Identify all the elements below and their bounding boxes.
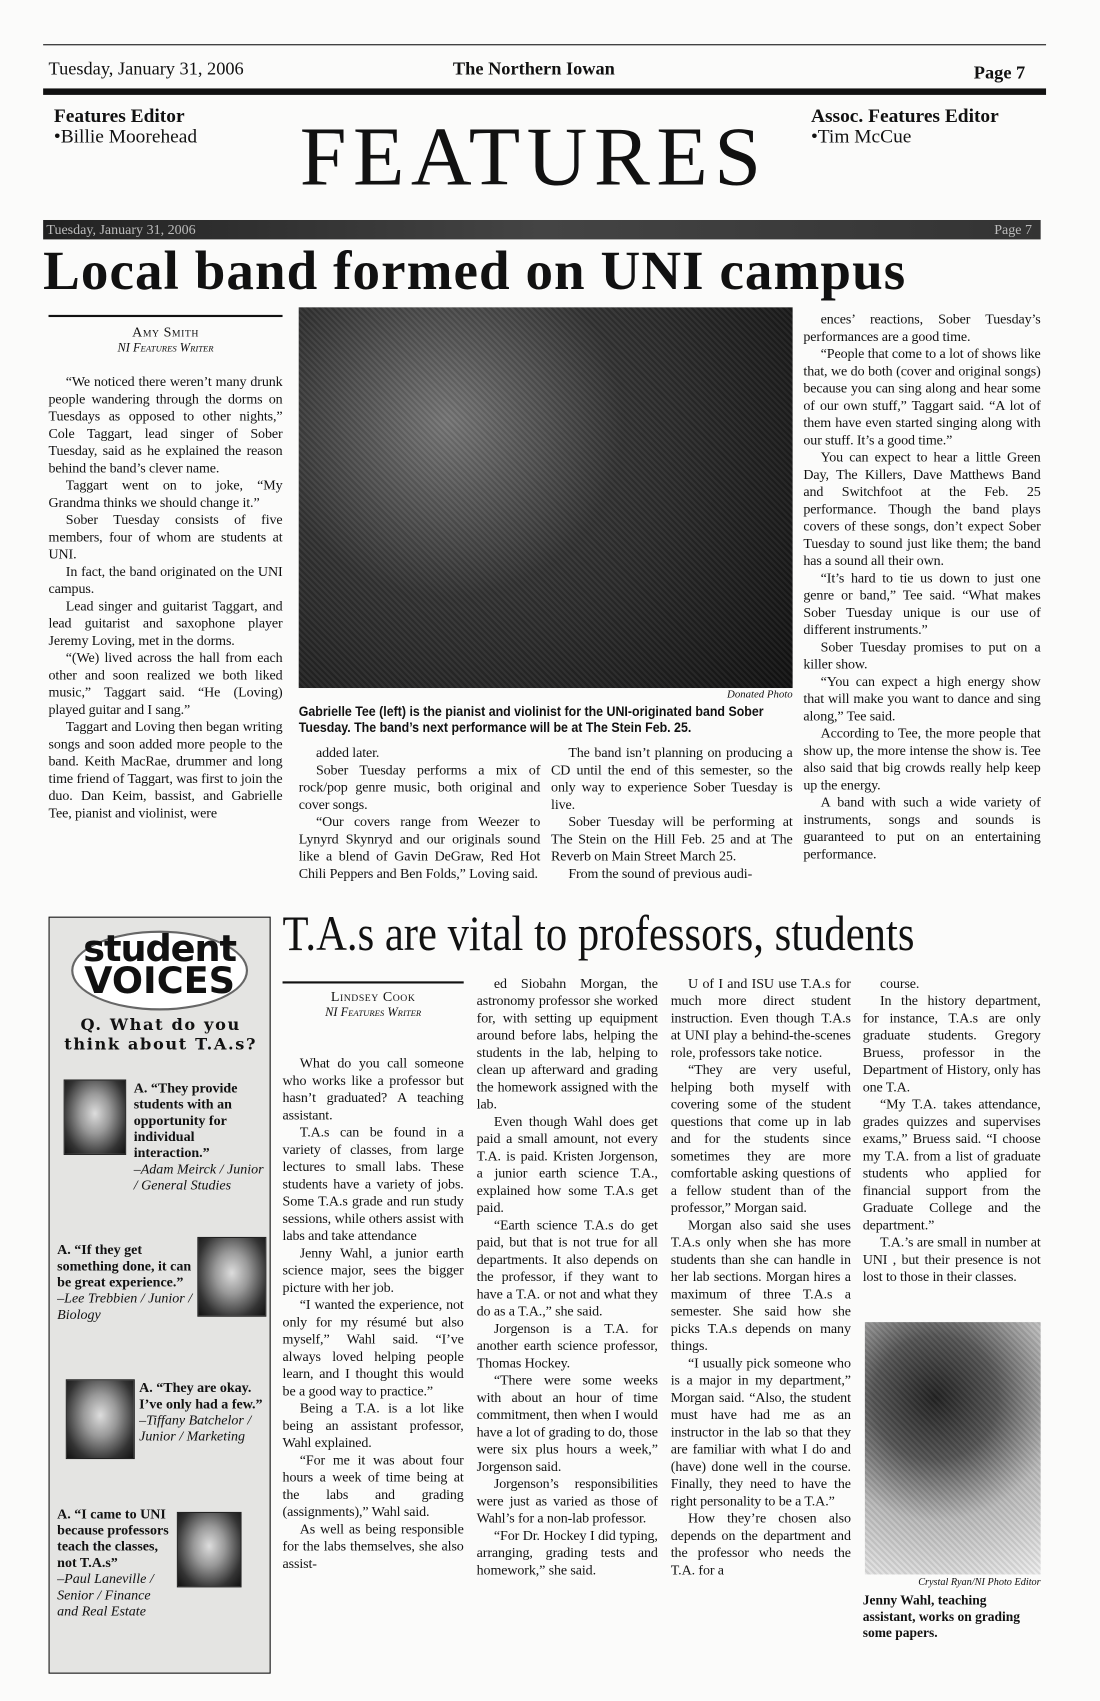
paragraph: According to Tee, the more people that show up, the more intense the show is. Tee also said that big crowds really help keep up the energy. — [803, 724, 1041, 793]
avatar-paul-laneville — [177, 1512, 242, 1587]
article2-col3 — [671, 975, 851, 1579]
paragraph: “They are very useful, helping both myself with covering some of the student questions that come up in lab and for the students since sometimes they are more comfortable asking questions of a fellow student than of the professor,” Morgan said. — [670, 1061, 851, 1216]
masthead-date: Tuesday, January 31, 2006 — [48, 58, 244, 79]
paragraph: “For Dr. Hockey I did typing, arranging, grading tests and homework,” she said. — [476, 1527, 658, 1578]
logo-line1: student — [83, 927, 236, 971]
article1-col2 — [299, 744, 541, 882]
article1-author-title: NI Features Writer — [117, 341, 214, 355]
paragraph: A band with such a wide variety of instruments, songs and sounds is guaranteed to put on an entertaining performance. — [803, 793, 1041, 862]
answer-4 — [57, 1505, 173, 1618]
answer-quote: A. “They provide students with an opportunity for individual interaction.” — [133, 1079, 238, 1161]
paragraph: “(We) lived across the hall from each other and soon realized we both liked music,” Taggart said. “He (Loving) played guitar and I sang.” — [48, 649, 283, 718]
article2-col1 — [283, 1055, 464, 1573]
answer-1 — [134, 1079, 268, 1192]
article2-caption: Jenny Wahl, teaching assistant, works on grading some papers. — [862, 1592, 1021, 1641]
editor-label: Features Editor — [53, 104, 185, 127]
answer-3 — [139, 1379, 268, 1444]
paragraph: As well as being responsible for the labs themselves, she also assist- — [282, 1520, 464, 1572]
paragraph: Taggart went on to joke, “My Grandma thinks we should change it.” — [48, 476, 283, 511]
article1-col3 — [551, 744, 793, 882]
masthead-rule — [43, 88, 1046, 94]
answer-attribution: –Adam Meirck / Junior / General Studies — [133, 1160, 264, 1193]
avatar-lee-trebbien — [197, 1237, 266, 1317]
paragraph: “My T.A. takes attendance, grades quizzes and supervises exams,” Bruess said. “I choose my T.A. from a list of graduate students who applied for financial support from the Graduate College and the department.” — [862, 1095, 1041, 1233]
jenny-wahl-photo — [865, 1322, 1041, 1574]
article2-headline: T.A.s are vital to professors, students — [282, 905, 915, 961]
paragraph: Jorgenson’s responsibilities were just as varied as those of Wahl’s for a non-lab professor. — [476, 1475, 658, 1526]
paragraph: “I usually pick someone who is a major in my department,” Morgan said. “Also, the student must have had me as an instructor in the lab so that they are familiar with what I do and (have) done well in the course. Finally, they need to have the right personality to be a T.A.” — [670, 1354, 851, 1509]
assoc-editor-name: •Tim McCue — [810, 125, 912, 147]
strip-date: Tuesday, January 31, 2006 — [46, 221, 196, 238]
paragraph: “For me it was about four hours a week of time being at the labs and grading (assignments),” Wahl said. — [282, 1451, 464, 1520]
assoc-features-editor — [811, 106, 999, 147]
editor-name: •Billie Moorehead — [53, 125, 198, 147]
paragraph: “Our covers range from Weezer to Lynyrd Skynryd and our originals sound like a blend of Gavin DeGraw, Red Hot Chili Peppers and Ben Folds,” Loving said. — [298, 813, 541, 882]
avatar-adam-meirck — [64, 1079, 127, 1154]
paragraph: U of I and ISU use T.A.s for much more direct student instruction. Even though T.A.s at UNI play a behind-the-scenes role, professors take notice. — [670, 974, 851, 1061]
answer-quote: A. “If they get something done, it can be great experience.” — [57, 1241, 192, 1290]
paragraph: Being a T.A. is a lot like being an assistant professor, Wahl explained. — [282, 1399, 464, 1451]
top-rule — [43, 44, 1046, 45]
paragraph: How they’re chosen also depends on the department and the professor who needs the T.A. for a — [670, 1509, 851, 1578]
paragraph: Jenny Wahl, a junior earth science major, sees the bigger picture with her job. — [282, 1244, 464, 1296]
byline-rule — [49, 315, 283, 317]
article2-col4 — [863, 975, 1041, 1286]
ghost-header-strip — [43, 220, 1041, 239]
student-voices-logo — [71, 927, 248, 1011]
paragraph: Even though Wahl does get paid a small amount, not every T.A. is paid. Kristen Jorgenson, a junior earth science T.A., explained how some T.A.s get paid. — [476, 1112, 658, 1216]
article2-photo-credit: Crystal Ryan/NI Photo Editor — [918, 1577, 1041, 1589]
section-title: FEATURES — [299, 108, 768, 203]
paragraph: “People that come to a lot of shows like that, we do both (cover and original songs) because you can sing along and hear some of our own stuff,” Taggart said. “A lot of them have even started singing along with our stuff. It’s a good time.” — [803, 345, 1041, 448]
byline-rule — [283, 981, 464, 983]
paragraph: ences’ reactions, Sober Tuesday’s performances are a good time. — [803, 310, 1041, 345]
article1-headline: Local band formed on UNI campus — [43, 241, 907, 302]
paragraph: T.A.’s are small in number at UNI , but their presence is not lost to those in their classes. — [862, 1233, 1041, 1285]
article1-col4 — [803, 311, 1040, 863]
article1-author: Amy Smith — [132, 323, 199, 340]
features-editor — [54, 106, 197, 147]
paragraph: T.A.s can be found in a variety of classes, from large lectures to small labs. These students have a variety of jobs. Some T.A.s grade and run study sessions, while others assist with labs and take attendance — [282, 1123, 464, 1244]
article2-author: Lindsey Cook — [330, 987, 416, 1004]
paragraph: “It’s hard to tie us down to just one genre or band,” Tee said. “What makes Sober Tuesday unique is our use of different instruments.” — [803, 569, 1041, 638]
paragraph: Sober Tuesday consists of five members, four of whom are students at UNI. — [48, 511, 283, 562]
strip-page: Page 7 — [994, 221, 1033, 238]
paragraph: Sober Tuesday will be performing at The Stein on the Hill Feb. 25 and at The Reverb on Main Street March 25. — [551, 813, 793, 864]
article2-author-title: NI Features Writer — [325, 1006, 422, 1020]
article1-photo-credit: Donated Photo — [727, 689, 793, 701]
paragraph: From the sound of previous audi- — [568, 864, 753, 882]
paragraph: Jorgenson is a T.A. for another earth science professor, Thomas Hockey. — [476, 1319, 658, 1371]
paragraph: Sober Tuesday performs a mix of rock/pop genre music, both original and cover songs. — [298, 761, 541, 813]
paragraph: “There were some weeks with about an hour of time commitment, then when I would have a lot of grading to do, those were six plus hours a week,” Jorgenson said. — [476, 1371, 658, 1475]
paragraph: In the history department, for instance, T.A.s are only graduate students. Gregory Bruess, professor in the Department of History, only has one T.A. — [862, 992, 1041, 1095]
student-voices-box — [49, 917, 271, 1674]
paragraph: “Earth science T.A.s do get paid, but that is not true for all departments. It also depends on the professor, if they want to have a T.A. or not and what they do as a T.A.,” she said. — [476, 1216, 658, 1319]
band-photo — [299, 307, 793, 688]
paragraph: What do you call someone who works like a professor but hasn’t graduated? A teaching assistant. — [282, 1054, 464, 1123]
masthead-page: Page 7 — [973, 62, 1026, 84]
paragraph: “We noticed there weren’t many drunk people wandering through the dorms on Tuesdays as opposed to other nights,” Cole Taggart, lead singer of Sober Tuesday, said as he explained the reason behind the band’s clever name. — [48, 373, 283, 476]
paragraph: “I wanted the experience, not only for my résumé but also myself,” Wahl said. “I’ve always loved helping people learn, and I thought this would be a good way to practice.” — [282, 1296, 464, 1399]
answer-quote: A. “I came to UNI because professors teach the classes, not T.A.s” — [57, 1505, 169, 1571]
paragraph: You can expect to hear a little Green Day, The Killers, Dave Matthews Band and Switchfoot at the Feb. 25 performance. Though the band plays covers of these songs, don’t expect Sober Tuesday to sound just like them; the band has a sound all their own. — [803, 448, 1041, 569]
paragraph: added later. — [315, 744, 380, 761]
paragraph: Taggart and Loving then began writing songs and soon added more people to the band. Keith MacRae, drummer and long time friend of Taggart, was first to join the duo. Dan Keim, bassist, and Gabrielle Tee, pianist and violinist, were — [48, 718, 283, 821]
article2-col2 — [477, 975, 658, 1579]
answer-attribution: –Paul Laneville / Senior / Finance and Real Estate — [57, 1570, 154, 1619]
masthead-paper: The Northern Iowan — [452, 58, 615, 79]
paragraph: Morgan also said she uses T.A.s only when she has more students than she can handle in her lab sections. Morgan hires a maximum of three T.A.s a semester. She said how she picks T.A.s depends on many things. — [670, 1216, 851, 1354]
paragraph: “You can expect a high energy show that will make you want to dance and sing along,” Tee said. — [803, 672, 1041, 724]
student-voices-question: Q. What do you think about T.A.s? — [64, 1014, 258, 1054]
avatar-tiffany-batchelor — [66, 1379, 135, 1459]
paragraph: The band isn’t planning on producing a CD until the end of this semester, so the only way to experience Sober Tuesday is live. — [551, 744, 793, 813]
article1-col1 — [49, 373, 283, 822]
assoc-editor-label: Assoc. Features Editor — [810, 104, 999, 127]
logo-line2: VOICES — [84, 959, 236, 1003]
paragraph: In fact, the band originated on the UNI campus. — [48, 562, 283, 597]
paragraph: Lead singer and guitarist Taggart, and lead guitarist and saxophone player Jeremy Loving, met in the dorms. — [48, 597, 283, 649]
paragraph: Sober Tuesday promises to put on a killer show. — [803, 638, 1041, 672]
answer-quote: A. “They are okay. I’ve only had a few.” — [139, 1379, 263, 1412]
paragraph: course. — [879, 974, 920, 992]
answer-attribution: –Lee Trebbien / Junior / Biology — [57, 1289, 193, 1323]
paragraph: ed Siobahn Morgan, the astronomy professor she worked for, with setting up equipment around before labs, helping the students in the lab, helping to clean up afterward and grading the homework assigned with the lab. — [476, 974, 658, 1112]
article1-caption: Gabrielle Tee (left) is the pianist and violinist for the UNI-originated band Sober Tuesday. The band’s next performance will be at The Stein Feb. 25. — [298, 704, 764, 736]
answer-attribution: –Tiffany Batchelor / Junior / Marketing — [139, 1411, 252, 1444]
answer-2 — [57, 1241, 195, 1322]
